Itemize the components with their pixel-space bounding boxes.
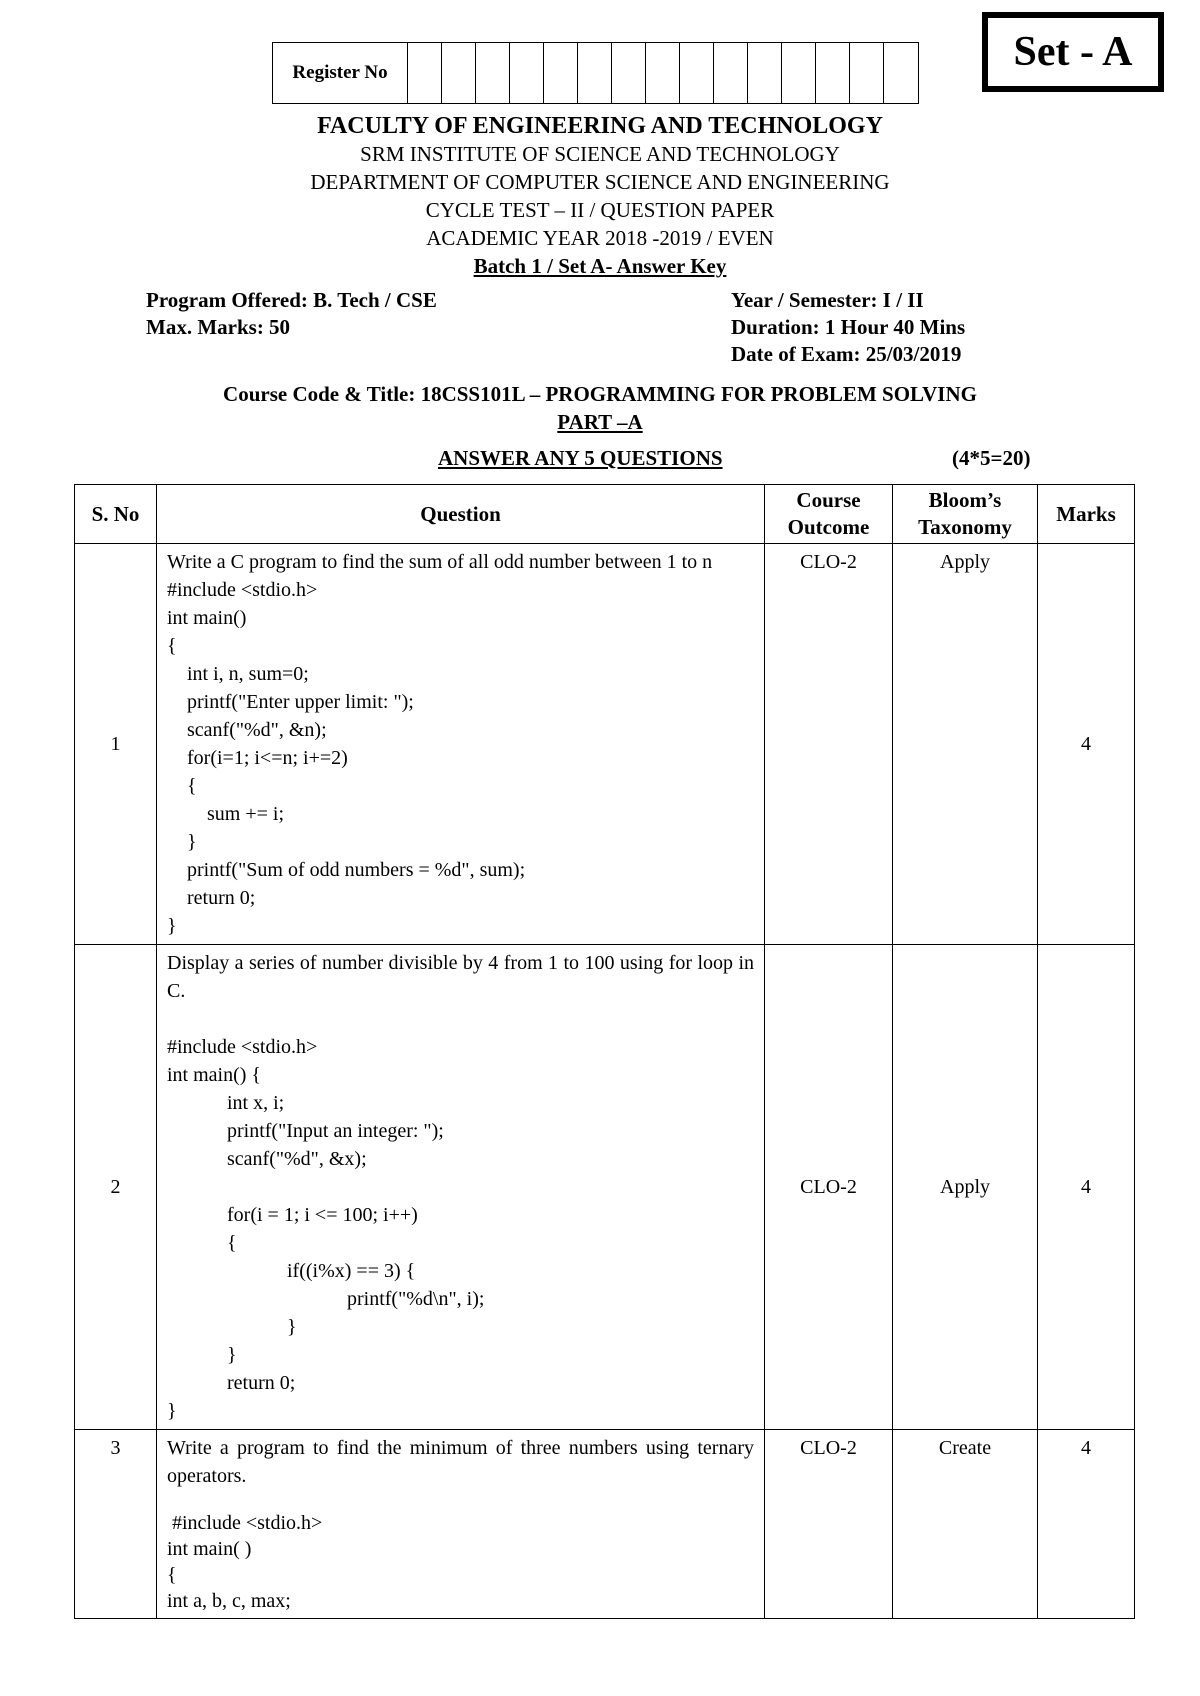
marks-formula: (4*5=20): [952, 446, 1031, 470]
register-cell: [646, 43, 680, 103]
course-block: [0, 380, 1200, 436]
row-question: [157, 1430, 765, 1619]
row-question: [157, 544, 765, 945]
table-row: [75, 1430, 1135, 1619]
institute-name: SRM INSTITUTE OF SCIENCE AND TECHNOLOGY: [360, 142, 840, 166]
row-marks: 4: [1038, 544, 1135, 945]
part-label: PART –A: [557, 410, 643, 434]
department-name: DEPARTMENT OF COMPUTER SCIENCE AND ENGINEERING: [310, 170, 890, 194]
register-number-label: Register No: [273, 43, 408, 103]
row-question: [157, 945, 765, 1430]
register-cell: [884, 43, 918, 103]
register-cell: [612, 43, 646, 103]
register-cell: [850, 43, 884, 103]
table-header-row: [75, 485, 1135, 544]
register-cell: [544, 43, 578, 103]
register-cell: [748, 43, 782, 103]
row-outcome: CLO-2: [765, 544, 893, 945]
row-outcome: CLO-2: [765, 945, 893, 1430]
register-cell: [510, 43, 544, 103]
document-header: [0, 112, 1200, 280]
row-outcome: CLO-2: [765, 1430, 893, 1619]
row-blooms: Create: [893, 1430, 1038, 1619]
question-table: [74, 484, 1135, 1619]
row-marks: 4: [1038, 1430, 1135, 1619]
table-row: [75, 945, 1135, 1430]
row-marks: 4: [1038, 945, 1135, 1430]
faculty-title: FACULTY OF ENGINEERING AND TECHNOLOGY: [317, 113, 883, 139]
duration: Duration: 1 Hour 40 Mins: [731, 315, 966, 339]
answer-code: #include <stdio.h> int main() { int x, i; printf("Input an integer: "); scanf("%d", &x); for(i = 1; i <= 100; i++) { if((i%x) == 3) { printf("%d\n", i); } } return 0; }: [167, 1036, 485, 1422]
row-sno: 3: [75, 1430, 157, 1619]
academic-year: ACADEMIC YEAR 2018 -2019 / EVEN: [426, 226, 774, 250]
register-cell: [408, 43, 442, 103]
question-text: Display a series of number divisible by 4 from 1 to 100 using for loop in C.: [167, 952, 754, 1002]
test-name: CYCLE TEST – II / QUESTION PAPER: [425, 198, 775, 222]
register-cell: [816, 43, 850, 103]
course-title: Course Code & Title: 18CSS101L – PROGRAMMING FOR PROBLEM SOLVING: [223, 382, 977, 406]
instruction-text: ANSWER ANY 5 QUESTIONS: [438, 446, 723, 470]
header-sno: S. No: [75, 485, 157, 544]
year-semester: Year / Semester: I / II: [731, 288, 924, 312]
program-offered: Program Offered: B. Tech / CSE: [146, 288, 437, 312]
exam-date: Date of Exam: 25/03/2019: [731, 342, 962, 366]
answer-code: #include <stdio.h> int main( ) { int a, b, c, max;: [167, 1512, 323, 1612]
register-number-box: [272, 42, 919, 104]
register-number-cells: [408, 43, 918, 103]
register-cell: [680, 43, 714, 103]
row-sno: 2: [75, 945, 157, 1430]
row-blooms: Apply: [893, 945, 1038, 1430]
set-label: Set - A: [982, 12, 1164, 92]
header-marks: Marks: [1038, 485, 1135, 544]
max-marks: Max. Marks: 50: [146, 315, 291, 339]
header-blooms: Bloom’s Taxonomy: [893, 485, 1038, 544]
register-cell: [714, 43, 748, 103]
batch-label: Batch 1 / Set A- Answer Key: [473, 254, 727, 278]
spacer: [167, 1005, 754, 1033]
register-cell: [476, 43, 510, 103]
meta-right: [731, 287, 965, 368]
row-sno: 1: [75, 544, 157, 945]
meta-left: [146, 287, 437, 341]
register-cell: [782, 43, 816, 103]
header-outcome: Course Outcome: [765, 485, 893, 544]
row-blooms: Apply: [893, 544, 1038, 945]
register-cell: [442, 43, 476, 103]
question-text: Write a program to find the minimum of three numbers using ternary operators.: [167, 1437, 754, 1487]
spacer: [167, 1490, 754, 1510]
register-cell: [578, 43, 612, 103]
table-row: [75, 544, 1135, 945]
header-question: Question: [157, 485, 765, 544]
answer-code: #include <stdio.h> int main() { int i, n, sum=0; printf("Enter upper limit: "); scanf("%d", &n); for(i=1; i<=n; i+=2) { sum += i; } printf("Sum of odd numbers = %d", sum); return 0; }: [167, 579, 526, 937]
question-text: Write a C program to find the sum of all odd number between 1 to n: [167, 551, 713, 573]
